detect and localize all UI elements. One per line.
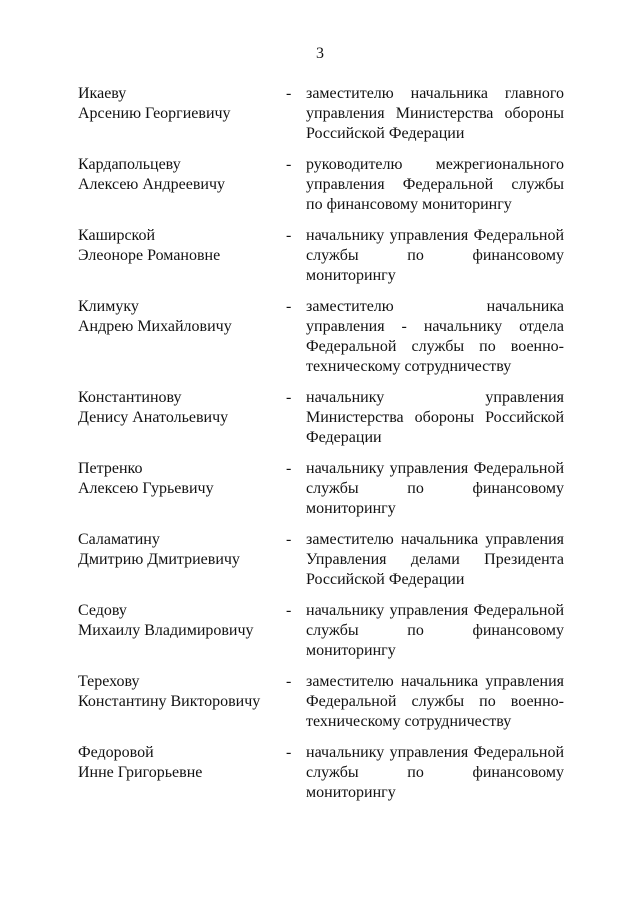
position-line: заместителю начальника управления	[306, 673, 564, 690]
position-line: техническому сотрудничеству	[306, 713, 512, 730]
surname: Икаеву	[78, 85, 127, 102]
position-line: начальнику управления	[306, 389, 564, 406]
position-text	[306, 743, 564, 814]
position-line: Министерства обороны Российской	[306, 409, 564, 426]
person-name	[0, 155, 288, 226]
position-text	[306, 388, 564, 459]
given-name: Дмитрию Дмитриевичу	[78, 551, 240, 568]
position-line: службы по финансовому	[306, 622, 564, 639]
dash: -	[286, 673, 292, 690]
dash: -	[286, 602, 292, 619]
surname: Кардапольцеву	[78, 156, 181, 173]
list-item	[0, 155, 640, 226]
position-line: Российской Федерации	[306, 571, 465, 588]
position-text	[306, 459, 564, 530]
position-line: управления Министерства обороны	[306, 105, 564, 122]
list-item	[0, 743, 640, 814]
given-name: Элеоноре Романовне	[78, 247, 221, 264]
person-name	[0, 226, 288, 297]
given-name: Алексею Андреевичу	[78, 176, 225, 193]
position-text	[306, 155, 564, 226]
appointment-list	[0, 84, 640, 814]
list-item	[0, 226, 640, 297]
dash: -	[286, 531, 292, 548]
position-text	[306, 297, 564, 388]
given-name: Инне Григорьевне	[78, 764, 203, 781]
list-item	[0, 601, 640, 672]
dash: -	[286, 227, 292, 244]
person-name	[0, 743, 288, 814]
person-name	[0, 601, 288, 672]
position-line: Федеральной службы по военно-	[306, 338, 564, 355]
position-text	[306, 226, 564, 297]
dash: -	[286, 85, 292, 102]
position-line: службы по финансовому	[306, 764, 564, 781]
surname: Федоровой	[78, 744, 154, 761]
dash: -	[286, 460, 292, 477]
person-name	[0, 530, 288, 601]
dash: -	[286, 298, 292, 315]
person-name	[0, 459, 288, 530]
position-line: по финансовому мониторингу	[306, 196, 512, 213]
given-name: Константину Викторовичу	[78, 693, 261, 710]
position-line: заместителю начальника главного	[306, 85, 564, 102]
position-line: мониторингу	[306, 784, 396, 801]
position-line: мониторингу	[306, 267, 396, 284]
list-item	[0, 459, 640, 530]
person-name	[0, 84, 288, 155]
position-line: управления - начальнику отдела	[306, 318, 564, 335]
surname: Саламатину	[78, 531, 160, 548]
list-item	[0, 530, 640, 601]
position-text	[306, 530, 564, 601]
position-line: мониторингу	[306, 500, 396, 517]
position-line: службы по финансовому	[306, 247, 564, 264]
position-line: службы по финансовому	[306, 480, 564, 497]
given-name: Денису Анатольевичу	[78, 409, 229, 426]
page-number: 3	[316, 45, 324, 62]
surname: Климуку	[78, 298, 139, 315]
given-name: Михаилу Владимировичу	[78, 622, 254, 639]
dash: -	[286, 156, 292, 173]
position-line: начальнику управления Федеральной	[306, 602, 564, 619]
position-line: управления Федеральной службы	[306, 176, 564, 193]
given-name: Алексею Гурьевичу	[78, 480, 214, 497]
surname: Седову	[78, 602, 127, 619]
dash: -	[286, 389, 292, 406]
list-item	[0, 672, 640, 743]
list-item	[0, 84, 640, 155]
position-text	[306, 672, 564, 743]
surname: Терехову	[78, 673, 140, 690]
surname: Константинову	[78, 389, 182, 406]
list-item	[0, 297, 640, 388]
position-line: Федеральной службы по военно-	[306, 693, 564, 710]
list-item	[0, 388, 640, 459]
position-line: руководителю межрегионального	[306, 156, 564, 173]
person-name	[0, 388, 288, 459]
surname: Петренко	[78, 460, 143, 477]
position-line: техническому сотрудничеству	[306, 358, 512, 375]
given-name: Арсению Георгиевичу	[78, 105, 231, 122]
position-line: заместителю начальника	[306, 298, 564, 315]
position-line: начальнику управления Федеральной	[306, 460, 564, 477]
given-name: Андрею Михайловичу	[78, 318, 232, 335]
person-name	[0, 297, 288, 388]
position-line: Российской Федерации	[306, 125, 465, 142]
position-text	[306, 601, 564, 672]
position-line: начальнику управления Федеральной	[306, 744, 564, 761]
dash: -	[286, 744, 292, 761]
position-line: заместителю начальника управления	[306, 531, 564, 548]
position-line: Управления делами Президента	[306, 551, 564, 568]
position-line: Федерации	[306, 429, 382, 446]
person-name	[0, 672, 288, 743]
position-line: мониторингу	[306, 642, 396, 659]
surname: Каширской	[78, 227, 156, 244]
position-line: начальнику управления Федеральной	[306, 227, 564, 244]
position-text	[306, 84, 564, 155]
